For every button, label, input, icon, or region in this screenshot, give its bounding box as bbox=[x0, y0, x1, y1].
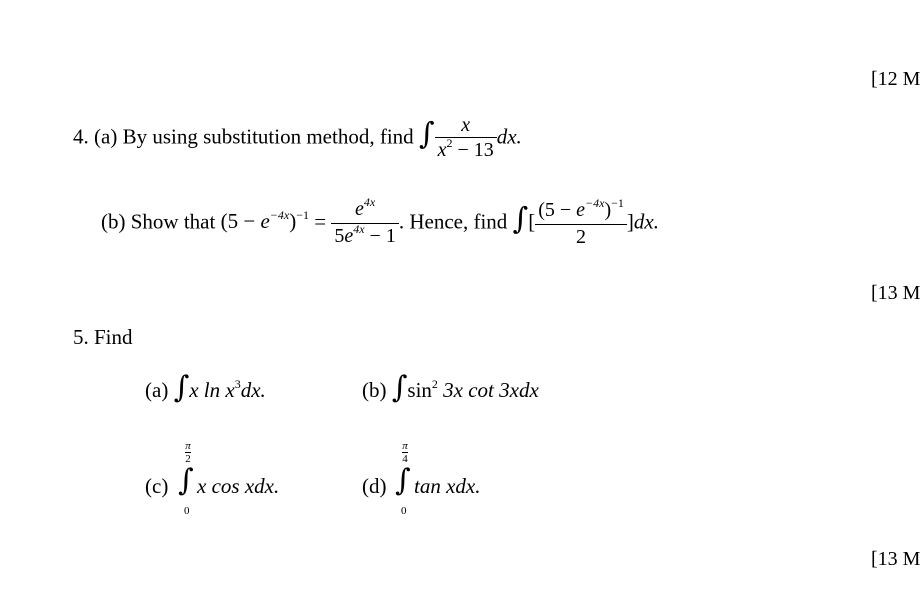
marks-q5: [13 M bbox=[871, 282, 920, 304]
q5d-lower-limit: 0 bbox=[401, 505, 407, 517]
q5d-upper-limit: $\frac{\pi}{4}$ bbox=[402, 440, 408, 465]
q5c-lower-limit: 0 bbox=[184, 505, 190, 517]
integrand: sin bbox=[407, 378, 432, 402]
marks-q4: [12 M bbox=[871, 68, 920, 90]
q5c-integrand: x cos xdx. bbox=[197, 474, 280, 498]
q4a-line bbox=[73, 113, 522, 164]
integrand-fraction: $\frac{(5 - e^{-4x})^{-1}}{2}$ bbox=[535, 198, 627, 249]
rhs-fraction: $\frac{e^{4x}}{5e^{4x} - 1}$ bbox=[331, 197, 399, 250]
q5d-label: (d) bbox=[362, 474, 387, 498]
integral-sign: ∫ bbox=[178, 463, 194, 498]
integral-sign: ∫ bbox=[418, 116, 435, 152]
equals-sign: = bbox=[314, 209, 327, 234]
q5d-integrand: tan xdx. bbox=[414, 474, 481, 498]
differential: dx. bbox=[496, 124, 522, 149]
close-bracket: ] bbox=[626, 209, 634, 234]
question-number: 5. bbox=[73, 325, 89, 349]
q5c-upper-limit: $\frac{\pi}{2}$ bbox=[185, 440, 191, 465]
q5a: (a) ∫x $\ln x^3dx$. bbox=[145, 370, 266, 405]
part-label: (a) bbox=[94, 124, 118, 149]
fraction bbox=[435, 113, 497, 164]
lhs-expression: $(5 - e^{-4x})^{-1}$ bbox=[220, 208, 309, 234]
q5c-label: (c) bbox=[145, 474, 169, 498]
instruction-text: By using substitution method, find bbox=[122, 124, 414, 149]
part-label: (a) bbox=[145, 378, 169, 402]
q5b: (b) $\int\sin^2$ 3x cot 3xdx bbox=[362, 370, 539, 405]
integral-sign: ∫ bbox=[395, 463, 411, 498]
denominator: $x^2 - 13$ bbox=[437, 136, 494, 161]
integral-sign: ∫ bbox=[391, 370, 408, 405]
instruction-text: Show that bbox=[130, 209, 216, 234]
differential: dx. bbox=[633, 209, 659, 234]
integral-sign: ∫ bbox=[512, 201, 529, 237]
part-label: (b) bbox=[362, 378, 387, 402]
integral-sign: ∫ bbox=[173, 370, 190, 405]
instruction-text: Find bbox=[94, 325, 133, 349]
q4b-line bbox=[101, 197, 659, 250]
numerator: x bbox=[461, 114, 471, 136]
integrand: x ln x bbox=[189, 378, 235, 402]
hence-text: . Hence, find bbox=[398, 209, 508, 234]
marks-q6: [13 M bbox=[871, 548, 920, 570]
open-bracket: [ bbox=[528, 209, 536, 234]
q5-heading bbox=[73, 325, 133, 350]
question-number: 4. bbox=[73, 124, 89, 149]
part-label: (b) bbox=[101, 209, 126, 234]
